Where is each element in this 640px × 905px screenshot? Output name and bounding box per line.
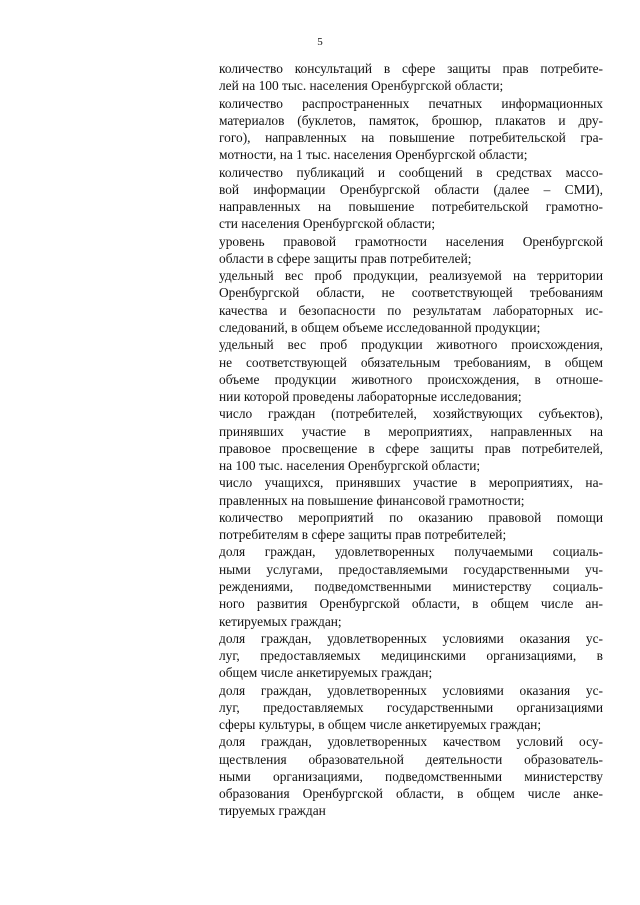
text-line: реждениями, подведомственными министерству социаль- [219,578,603,594]
text-line: ными услугами, предоставляемыми государственными уч- [219,561,603,577]
text-line: количество мероприятий по оказанию правовой помощи [219,509,603,525]
text-line: тируемых граждан [219,803,326,819]
text-line: материалов (буклетов, памяток, брошюр, плакатов и дру- [219,112,603,128]
text-line: не соответствующей обязательным требованиям, в общем [219,354,603,370]
text-line: объеме продукции животного происхождения, в отноше- [219,371,603,387]
text-line: следований, в общем объеме исследованной продукции; [219,319,541,335]
text-line: вой информации Оренбургской области (далее – СМИ), [219,181,603,197]
text-line: мотности, на 1 тыс. населения Оренбургской области; [219,147,528,163]
text-line: удельный вес проб продукции, реализуемой на территории [219,268,603,284]
text-line: образования Оренбургской области, в общем числе анке- [219,786,603,802]
text-line: удельный вес проб продукции животного происхождения, [219,337,603,353]
page-number: 5 [317,36,323,48]
text-line: качества и безопасности по результатам лабораторных ис- [219,302,603,318]
text-line: количество консультаций в сфере защиты прав потребите- [219,61,603,76]
document-body [219,60,603,820]
text-line: нии которой проведены лабораторные исследования; [219,389,522,405]
text-line: направленных на повышение потребительской грамотно- [219,199,603,215]
text-line: правовое просвещение в сфере защиты прав потребителей, [219,440,603,456]
text-line: потребителям в сфере защиты прав потребителей; [219,527,507,543]
text-line: количество распространенных печатных информационных [219,95,603,111]
text-line: луг, предоставляемых медицинскими организациями, в [219,648,603,664]
text-line: число граждан (потребителей, хозяйствующих субъектов), [219,406,603,422]
text-line: ществления образовательной деятельности образователь- [219,751,603,767]
text-line: на 100 тыс. населения Оренбургской области; [219,458,481,474]
text-line: число учащихся, принявших участие в мероприятиях, на- [219,475,603,491]
text-line: доля граждан, удовлетворенных качеством условий осу- [219,734,603,750]
text-line: гого), направленных на повышение потребительской гра- [219,130,603,146]
text-line: лей на 100 тыс. населения Оренбургской области; [219,78,504,94]
text-line: правленных на повышение финансовой грамотности; [219,492,525,508]
text-line: ного развития Оренбургской области, в общем числе ан- [219,596,603,612]
text-line: сти населения Оренбургской области; [219,216,436,232]
text-line: области в сфере защиты прав потребителей; [219,250,472,266]
text-line: доля граждан, удовлетворенных условиями оказания ус- [219,630,603,646]
text-line: кетируемых граждан; [219,613,342,629]
text-line: уровень правовой грамотности населения Оренбургской [219,233,603,249]
text-line: доля граждан, удовлетворенных получаемыми социаль- [219,544,603,560]
text-line: общем числе анкетируемых граждан; [219,665,433,681]
text-line: Оренбургской области, не соответствующей требованиям [219,285,603,301]
text-line: принявших участие в мероприятиях, направленных на [219,423,603,439]
text-line: доля граждан, удовлетворенных условиями оказания ус- [219,682,603,698]
text-line: ными организациями, подведомственными министерству [219,768,603,784]
text-line: луг, предоставляемых государственными организациями [219,699,603,715]
text-line: сферы культуры, в общем числе анкетируемых граждан; [219,717,542,733]
text-line: количество публикаций и сообщений в средствах массо- [219,164,603,180]
